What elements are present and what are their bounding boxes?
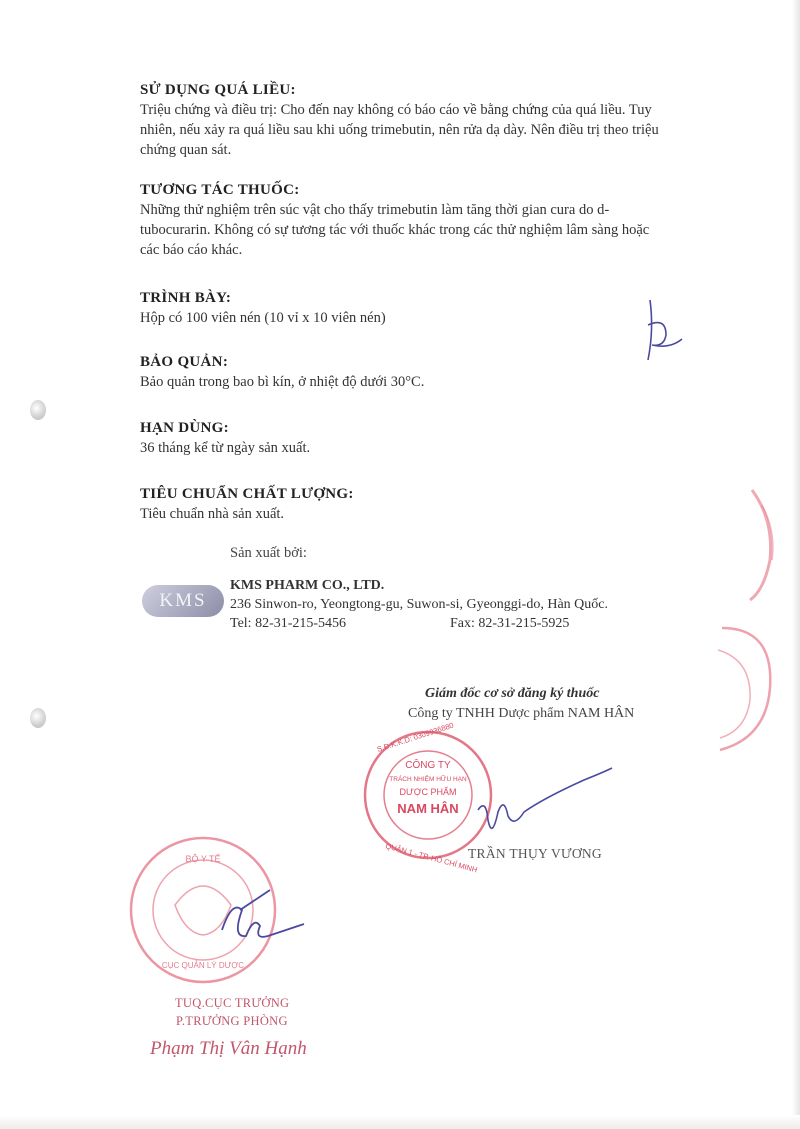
manufacturer-address: 236 Sinwon-ro, Yeongtong-gu, Suwon-si, Gyeonggi-do, Hàn Quốc. bbox=[230, 597, 608, 612]
ministry-of-health-stamp bbox=[131, 838, 275, 982]
section-line: Triệu chứng và điều trị: Cho đến nay không có báo cáo về bằng chứng của quá liều. Tuy bbox=[140, 102, 652, 118]
section-heading: TƯƠNG TÁC THUỐC: bbox=[140, 182, 300, 198]
section-line: chứng quan sát. bbox=[140, 142, 232, 158]
manufactured-by-label: Sản xuất bởi: bbox=[230, 545, 307, 561]
stamp-text: TRÁCH NHIỆM HỮU HẠN bbox=[389, 776, 467, 783]
section-line: Tiêu chuẩn nhà sản xuất. bbox=[140, 506, 285, 522]
stamp-text: BỘ Y TẾ bbox=[185, 854, 221, 864]
section-heading: SỬ DỤNG QUÁ LIỀU: bbox=[140, 82, 296, 98]
edge-partial-stamps bbox=[718, 490, 773, 750]
stamp-text: CỤC QUẢN LÝ DƯỢC bbox=[161, 961, 245, 970]
section-line: Bảo quản trong bao bì kín, ở nhiệt độ dưới 30°C. bbox=[140, 374, 425, 390]
nam-han-company-stamp bbox=[365, 721, 491, 875]
section-line: các báo cáo khác. bbox=[140, 242, 243, 258]
approval-line-2: P.TRƯỞNG PHÒNG bbox=[176, 1014, 288, 1028]
section-line: 36 tháng kể từ ngày sản xuất. bbox=[140, 440, 311, 456]
section-heading: HẠN DÙNG: bbox=[140, 420, 229, 436]
stamp-text: S.Đ.K.K.D: 0309936880 bbox=[375, 720, 455, 754]
manufacturer-tel: Tel: 82-31-215-5456 bbox=[230, 616, 347, 631]
stamp-text: DƯỢC PHẨM bbox=[399, 787, 457, 797]
approval-signature bbox=[222, 890, 304, 937]
registrant-signature bbox=[478, 768, 612, 828]
section-line: Những thử nghiệm trên súc vật cho thấy trimebutin làm tăng thời gian cura do d- bbox=[140, 202, 610, 218]
margin-initials-signature bbox=[648, 300, 682, 360]
stamp-text: CÔNG TY bbox=[405, 760, 451, 771]
registrant-signer-name: TRẦN THỤY VƯƠNG bbox=[468, 846, 602, 861]
approval-line-1: TUQ.CỤC TRƯỞNG bbox=[175, 996, 290, 1010]
registrant-title: Giám đốc cơ sở đăng ký thuốc bbox=[425, 686, 600, 701]
manufacturer-name: KMS PHARM CO., LTD. bbox=[230, 578, 385, 593]
section-line: nhiên, nếu xảy ra quá liều sau khi uống trimebutin, nên rửa dạ dày. Nên điều trị theo triệu bbox=[140, 122, 659, 138]
kms-logo-text: KMS bbox=[159, 590, 207, 611]
section-heading: TRÌNH BÀY: bbox=[140, 290, 232, 306]
registrant-company: Công ty TNHH Dược phẩm NAM HÂN bbox=[408, 706, 635, 721]
section-heading: TIÊU CHUẨN CHẤT LƯỢNG: bbox=[140, 486, 354, 502]
approval-signer-name: Phạm Thị Vân Hạnh bbox=[150, 1038, 307, 1059]
section-heading: BẢO QUẢN: bbox=[140, 354, 229, 370]
manufacturer-fax: Fax: 82-31-215-5925 bbox=[450, 616, 570, 631]
stamp-text: NAM HÂN bbox=[397, 801, 459, 816]
section-line: tubocurarin. Không có sự tương tác với thuốc khác trong các thử nghiệm lâm sàng hoặc bbox=[140, 222, 650, 238]
section-line: Hộp có 100 viên nén (10 vỉ x 10 viên nén) bbox=[140, 310, 386, 326]
stamp-text: QUẬN 1 - TP. HỒ CHÍ MINH bbox=[384, 841, 479, 875]
